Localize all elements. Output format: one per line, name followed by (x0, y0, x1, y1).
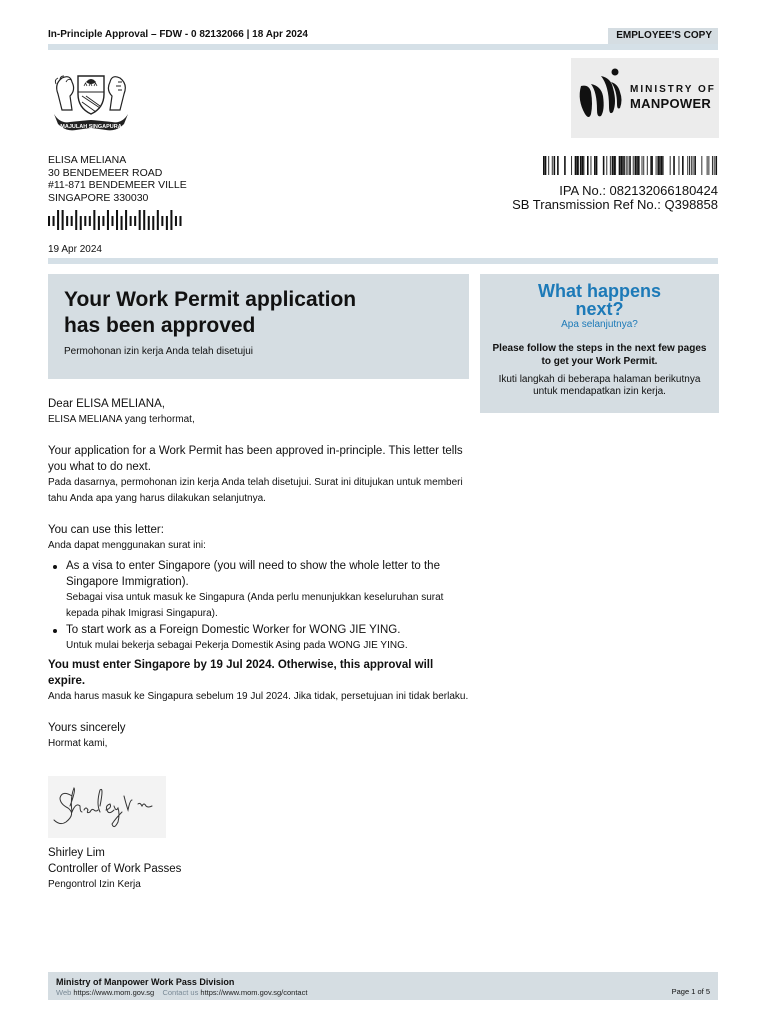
footer-division: Ministry of Manpower Work Pass Division (56, 977, 235, 987)
barcode-bar (93, 210, 95, 230)
barcode-bar (98, 216, 100, 230)
title-line: has been approved (64, 314, 256, 337)
barcode-bar (661, 156, 663, 175)
barcode-bar (564, 156, 566, 175)
bullet-text: To start work as a Foreign Domestic Worker for WONG JIE YING. (66, 624, 401, 636)
heading-line: What happens (537, 281, 661, 301)
barcode-bar (663, 156, 664, 175)
barcode-bar (638, 156, 640, 175)
reference-numbers (512, 184, 718, 212)
greeting: Dear ELISA MELIANA, (48, 398, 165, 410)
list-item (48, 622, 473, 654)
barcode-bar (53, 216, 55, 226)
web-link[interactable]: https://www.mom.gov.sg (73, 988, 155, 997)
barcode-bar (635, 156, 637, 175)
barcode-bar (594, 156, 596, 175)
mom-logo-icon (571, 58, 719, 138)
list-item (48, 558, 473, 622)
barcode-bar (575, 156, 577, 175)
barcode-bar (615, 156, 616, 175)
barcode-bar (102, 216, 104, 226)
barcode-bar (612, 156, 614, 175)
barcode-bar (642, 156, 643, 175)
barcode-bar (670, 156, 671, 175)
barcode-bar (701, 156, 702, 175)
barcode-bar (576, 156, 578, 175)
barcode-bar (591, 156, 592, 175)
barcode-bar (650, 156, 652, 175)
barcode-bar (708, 156, 709, 175)
barcode-bar (80, 216, 82, 230)
section-divider (48, 258, 718, 264)
approval-banner (48, 274, 469, 379)
barcode-bar (691, 156, 692, 175)
barcode-bar (89, 216, 91, 226)
bullet-text: As a visa to enter Singapore (you will need to show the whole letter to the Singapore Immigration). (66, 560, 440, 588)
barcode-bar (673, 156, 675, 175)
barcode-bar (143, 210, 145, 230)
barcode-bar (48, 216, 50, 226)
uses-intro-ms: Anda dapat menggunakan surat ini: (48, 540, 206, 551)
title-line: Your Work Permit application (64, 288, 357, 311)
recipient-name: ELISA MELIANA (48, 154, 127, 166)
barcode-bar (121, 216, 123, 230)
barcode-bar (66, 216, 68, 226)
logo-line2: MANPOWER (630, 96, 712, 111)
heading-line: next? (575, 299, 624, 319)
barcode-bar (622, 156, 624, 175)
barcode-bar (652, 156, 653, 175)
closing-ms: Hormat kami, (48, 738, 108, 749)
copy-badge: EMPLOYEE'S COPY (608, 28, 718, 44)
next-steps-subheading: Apa selanjutnya? (561, 319, 638, 330)
barcode-bar (57, 210, 59, 230)
recipient-address (48, 154, 187, 204)
next-steps-panel (480, 274, 719, 413)
barcode-bar (179, 216, 181, 226)
barcode-bar (557, 156, 559, 175)
footer-links (56, 988, 307, 997)
header-divider (48, 44, 718, 50)
barcode-bar (148, 216, 150, 230)
bullet-text-ms: Untuk mulai bekerja sebagai Pekerja Domestik Asing pada WONG JIE YING. (66, 640, 408, 651)
barcode-bar (107, 210, 109, 230)
barcode-bar (626, 156, 627, 175)
barcode-bar (152, 216, 154, 230)
barcode-bar (647, 156, 648, 175)
barcode-bar (175, 216, 177, 226)
barcode-bar (694, 156, 696, 175)
barcode-bar (620, 156, 622, 175)
barcode-bar (714, 156, 715, 175)
signatory-title-ms: Pengontrol Izin Kerja (48, 879, 141, 890)
page-footer (48, 972, 718, 1000)
barcode-bar (627, 156, 628, 175)
page-subtitle: Permohonan izin kerja Anda telah disetujui (64, 346, 254, 357)
web-label: Web (56, 988, 72, 997)
singapore-crest-icon (48, 64, 134, 136)
barcode-bar (587, 156, 589, 175)
barcode-bar (689, 156, 690, 175)
barcode-bar (679, 156, 680, 175)
barcode-bar (657, 156, 659, 175)
barcode-bar (157, 210, 159, 230)
expiry-warning: You must enter Singapore by 19 Jul 2024. Otherwise, this approval will expire. (48, 659, 434, 687)
address-line: 30 BENDEMEER ROAD (48, 166, 163, 179)
page-number: Page 1 of 5 (671, 987, 710, 996)
contact-link[interactable]: https://www.mom.gov.sg/contact (200, 988, 308, 997)
barcode-bar (139, 210, 141, 230)
barcode-bar (578, 156, 579, 175)
address-line: SINGAPORE 330030 (48, 191, 149, 204)
letter-body (48, 396, 473, 752)
barcode-bar (170, 210, 172, 230)
barcode-bar (613, 156, 615, 175)
barcode-bar (134, 216, 136, 226)
greeting-ms: ELISA MELIANA yang terhormat, (48, 414, 195, 425)
barcode-bar (606, 156, 607, 175)
closing: Yours sincerely (48, 722, 126, 734)
barcode-bar (624, 156, 625, 175)
barcode-bar (707, 156, 708, 175)
barcode-bar (629, 156, 631, 175)
barcode-bar (693, 156, 694, 175)
paragraph-ms: Pada dasarnya, permohonan izin kerja Anda telah disetujui. Surat ini ditujukan untuk memberi tahu Anda apa yang harus dilakukan selanjutnya. (48, 477, 463, 504)
barcode-bar (116, 210, 118, 230)
page-title (64, 287, 356, 339)
barcode-bar (552, 156, 553, 175)
paragraph: Your application for a Work Permit has been approved in-principle. This letter tells you what to do next. (48, 445, 463, 473)
barcode-bar (712, 156, 713, 175)
next-steps-text: Please follow the steps in the next few pages to get your Work Permit. (492, 343, 707, 367)
barcode-bar (125, 210, 127, 230)
barcode-bar (84, 216, 86, 226)
barcode-bar (545, 156, 547, 175)
barcode-bar (643, 156, 644, 175)
barcode-bar (571, 156, 572, 175)
barcode-bar (583, 156, 584, 175)
barcode-bar (71, 216, 73, 226)
barcode-bar (548, 156, 549, 175)
barcode-bar (75, 210, 77, 230)
barcode-bar (656, 156, 657, 175)
next-steps-text-ms: Ikuti langkah di beberapa halaman berikutnya untuk mendapatkan izin kerja. (498, 374, 701, 397)
barcode-bar (161, 216, 163, 226)
signature-image (48, 776, 166, 838)
approval-reference: In-Principle Approval – FDW - 0 82132066 | 18 Apr 2024 (48, 29, 308, 40)
sb-transmission-ref: SB Transmission Ref No.: Q398858 (512, 197, 718, 212)
barcode-bar (166, 216, 168, 230)
uses-list (48, 558, 473, 654)
logo-line1: MINISTRY OF (630, 84, 716, 95)
barcode-bar (619, 156, 621, 175)
signatory-block (48, 845, 181, 893)
barcode-bar (633, 156, 634, 175)
crest-motto: MAJULAH SINGAPURA (60, 124, 122, 130)
uses-intro: You can use this letter: (48, 524, 164, 536)
document-barcode (543, 156, 719, 175)
barcode-bar (603, 156, 605, 175)
signatory-name: Shirley Lim (48, 847, 105, 859)
barcode-bar (687, 156, 688, 175)
barcode-bar (636, 156, 638, 175)
bullet-text-ms: Sebagai visa untuk masuk ke Singapura (Anda perlu menunjukkan keseluruhan surat kepada pihak Imigrasi Singapura). (66, 592, 444, 619)
barcode-bar (596, 156, 598, 175)
signatory-title: Controller of Work Passes (48, 863, 182, 875)
barcode-bar (62, 210, 64, 230)
barcode-bar (111, 216, 113, 226)
next-steps-heading (480, 282, 719, 318)
barcode-bar (659, 156, 661, 175)
postal-barcode (48, 210, 188, 230)
barcode-bar (554, 156, 556, 175)
barcode-bar (582, 156, 584, 175)
barcode-bar (580, 156, 582, 175)
barcode-bar (682, 156, 684, 175)
letter-date: 19 Apr 2024 (48, 244, 102, 255)
barcode-bar (610, 156, 611, 175)
ipa-number: IPA No.: 082132066180424 (559, 183, 718, 198)
barcode-bar (543, 156, 545, 175)
document-header (48, 28, 718, 44)
barcode-bar (715, 156, 717, 175)
contact-label: Contact us (162, 988, 199, 997)
barcode-bar (130, 216, 132, 226)
expiry-warning-ms: Anda harus masuk ke Singapura sebelum 19 Jul 2024. Jika tidak, persetujuan ini tidak berlaku. (48, 691, 469, 702)
address-line: #11-871 BENDEMEER VILLE (48, 179, 187, 191)
